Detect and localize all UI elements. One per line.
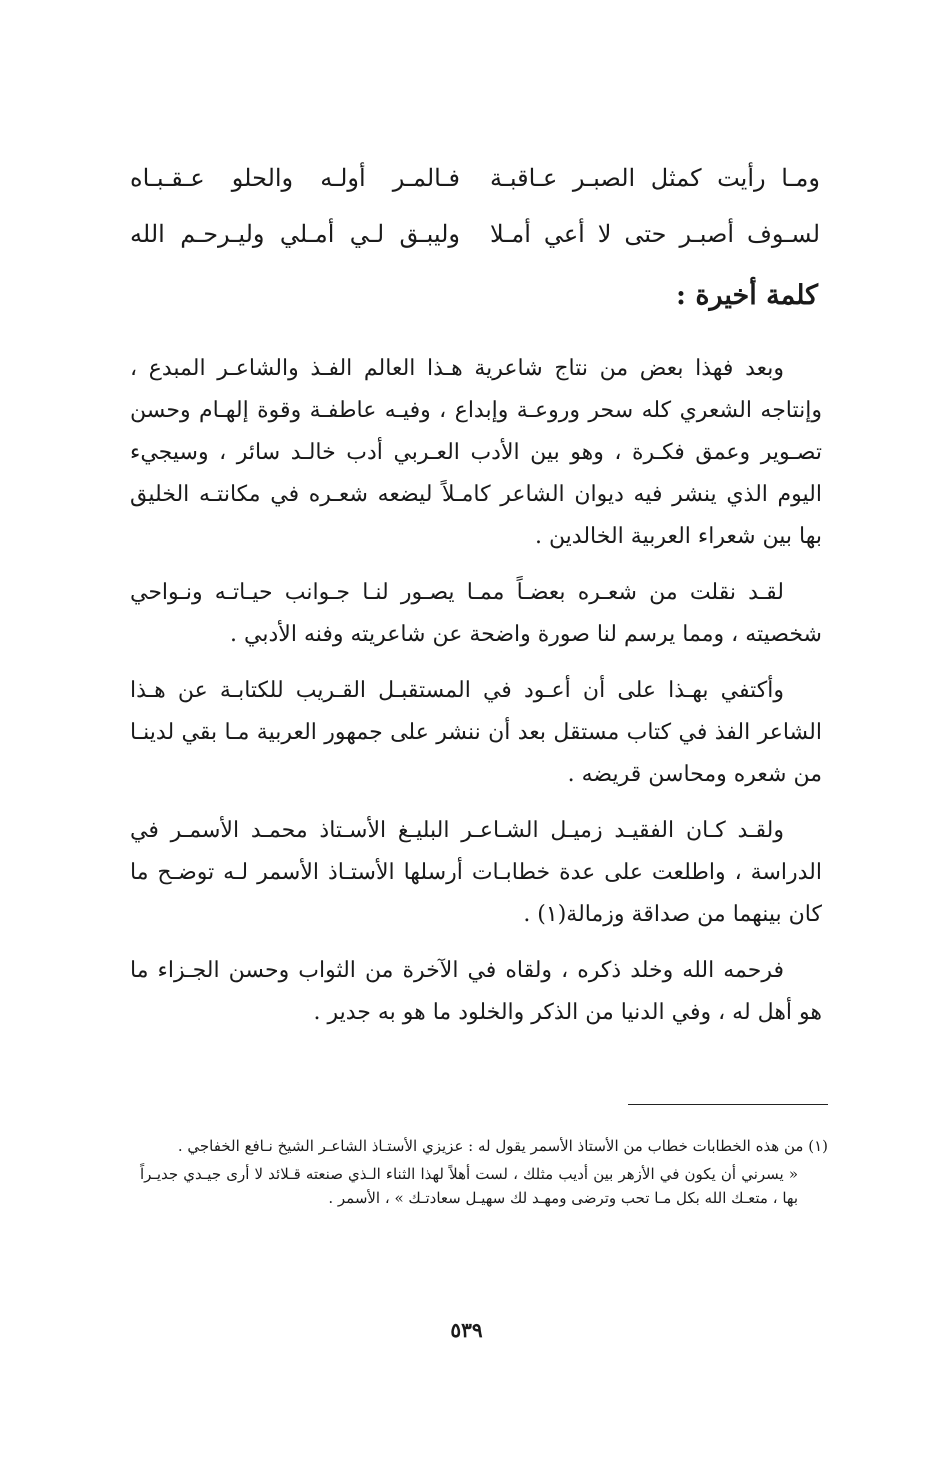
footnotes: [140, 1134, 828, 1214]
paragraph: وأكتفي بهـذا على أن أعـود في المستقبـل القـريب للكتابـة عن هـذا الشاعر الفذ في كتاب مستقل بعد أن ننشر على جمهور العربية مـا بقي لدينـا من شعره ومحاسن قريضه .: [130, 678, 822, 787]
section-heading: كلمة أخيرة :: [675, 280, 818, 311]
footnote: (١) من هذه الخطابات خطاب من الأستاذ الأسمر يقول له : عزيزي الأستـاذ الشاعـر الشيخ نـافع الخفاجي .: [177, 1137, 828, 1155]
paragraph: لقـد نقلت من شعـره بعضـاً ممـا يصـور لنـا جـوانب حيـاتـه ونـواحي شخصيته ، ومما يرسم لنا صورة واضحة عن شاعريته وفنه الأدبي .: [130, 580, 822, 647]
footnote-quote: « يسرني أن يكون في الأزهر بين أديب مثلك ، لست أهلاً لهذا الثناء الـذي صنعته قـلائد لا أرى جيـدي جديـراً بها ، متعـك الله بكل مـا تحب وترضى ومهـد لك سهيـل سعادتـك » ، الأسمر .: [140, 1165, 799, 1207]
body-text: [130, 348, 822, 1048]
page-number: ٥٣٩: [450, 1318, 483, 1342]
paragraph: ولقـد كـان الفقيـد زميـل الشـاعـر البليـغ الأسـتاذ محمـد الأسمـر في الدراسة ، واطلعت على عدة خطابـات أرسلها الأستـاذ الأسمر لـه توضـح ما كان بينهما من صداقة وزمالة(١) .: [130, 818, 822, 927]
verse-line: [130, 206, 820, 262]
paragraph: فرحمه الله وخلد ذكره ، ولقاه في الآخرة من الثواب وحسن الجـزاء ما هو أهل له ، وفي الدنيا من الذكر والخلود ما هو به جدير .: [130, 958, 822, 1025]
footnote-divider: [628, 1104, 828, 1105]
verse-line: [130, 150, 820, 206]
verse-second-hemistich: فـالمـر أولـه والحلو عـقـبـاه: [130, 164, 460, 192]
verse-first-hemistich: لسـوف أصبـر حتى لا أعي أمـلا: [490, 220, 820, 248]
verse-second-hemistich: وليبـق لـي أمـلي وليـرحـم الله: [130, 220, 460, 248]
poem-verses: [130, 150, 820, 262]
paragraph: وبعد فهذا بعض من نتاج شاعرية هـذا العالم الفـذ والشاعـر المبدع ، وإنتاجه الشعري كله سحر وروعـة وإبداع ، وفيـه عاطفـة وقوة إلهـام وحسن تصـوير وعمق فكـرة ، وهو بين الأدب العـربي أدب خالـد سائر ، وسيجيء اليوم الذي ينشر فيه ديوان الشاعر كامـلاً ليضعه شعـره في مكانتـه الخليق بها بين شعراء العربية الخالدين .: [130, 356, 822, 549]
verse-first-hemistich: ومـا رأيت كمثل الصبـر عـاقبـة: [490, 164, 820, 192]
